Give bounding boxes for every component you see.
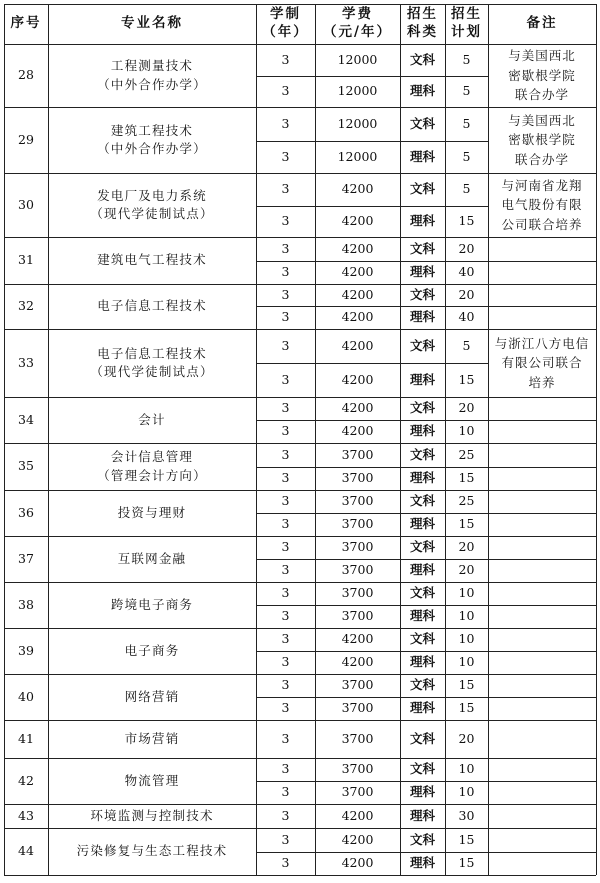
row-plan: 10	[458, 585, 475, 601]
row-plan: 20	[458, 730, 475, 746]
row-note: 与美国西北 密歇根学院 联合办学	[508, 112, 576, 167]
row-major-name: 物流管理	[124, 772, 180, 788]
row-plan: 15	[458, 213, 475, 229]
row-plan: 40	[458, 309, 475, 325]
note-sub-rule	[488, 781, 596, 782]
row-plan: 10	[458, 608, 475, 624]
row-plan: 20	[458, 286, 475, 302]
row-seq: 31	[18, 252, 34, 268]
row-years: 3	[281, 181, 290, 197]
row-seq: 34	[18, 411, 34, 427]
row-years: 3	[281, 855, 290, 871]
row-major-name: 会计信息管理 （管理会计方向）	[97, 449, 207, 483]
row-plan: 15	[458, 677, 475, 693]
row-plan: 5	[462, 181, 471, 197]
row-fee: 4200	[341, 309, 374, 325]
note-sub-rule	[488, 261, 596, 262]
row-kind: 理科	[409, 371, 435, 387]
note-sub-rule	[488, 513, 596, 514]
row-years: 3	[281, 654, 290, 670]
row-fee: 4200	[341, 371, 374, 387]
row-fee: 3700	[341, 516, 374, 532]
row-plan: 10	[458, 761, 475, 777]
row-kind: 理科	[409, 83, 435, 99]
row-plan: 20	[458, 400, 475, 416]
row-years: 3	[281, 730, 290, 746]
row-seq: 30	[18, 196, 34, 212]
header-major: 专业名称	[121, 15, 183, 32]
row-fee: 4200	[341, 240, 374, 256]
row-plan: 20	[458, 539, 475, 555]
row-fee: 4200	[341, 423, 374, 439]
row-fee: 3700	[341, 730, 374, 746]
row-kind: 理科	[409, 807, 435, 823]
row-years: 3	[281, 493, 290, 509]
row-fee: 3700	[341, 539, 374, 555]
row-plan: 5	[462, 83, 471, 99]
row-plan: 10	[458, 784, 475, 800]
header-seq: 序号	[10, 15, 42, 32]
row-major-name: 发电厂及电力系统 （现代学徒制试点）	[90, 187, 214, 221]
row-fee: 4200	[341, 654, 374, 670]
row-years: 3	[281, 562, 290, 578]
row-years: 3	[281, 240, 290, 256]
row-kind: 理科	[409, 855, 435, 871]
row-fee: 12000	[337, 51, 378, 67]
note-sub-rule	[488, 697, 596, 698]
row-years: 3	[281, 423, 290, 439]
row-years: 3	[281, 371, 290, 387]
row-seq: 29	[18, 131, 34, 147]
note-sub-rule	[488, 559, 596, 560]
row-fee: 4200	[341, 181, 374, 197]
row-kind: 文科	[409, 240, 435, 256]
row-kind: 理科	[409, 516, 435, 532]
row-kind: 文科	[409, 400, 435, 416]
row-years: 3	[281, 264, 290, 280]
row-plan: 20	[458, 240, 475, 256]
row-seq: 43	[18, 807, 34, 823]
table-border-bottom	[4, 875, 596, 876]
row-years: 3	[281, 400, 290, 416]
row-major-name: 网络营销	[124, 688, 180, 704]
row-fee: 3700	[341, 761, 374, 777]
row-major-name: 建筑工程技术 （中外合作办学）	[97, 122, 207, 156]
row-major-name: 工程测量技术 （中外合作办学）	[97, 58, 207, 92]
row-fee: 3700	[341, 562, 374, 578]
row-fee: 4200	[341, 807, 374, 823]
row-years: 3	[281, 784, 290, 800]
row-major-name: 污染修复与生态工程技术	[76, 843, 228, 859]
note-sub-rule	[488, 467, 596, 468]
row-fee: 4200	[341, 286, 374, 302]
row-fee: 4200	[341, 400, 374, 416]
row-kind: 文科	[409, 181, 435, 197]
row-fee: 12000	[337, 83, 378, 99]
row-kind: 文科	[409, 730, 435, 746]
row-years: 3	[281, 516, 290, 532]
row-kind: 文科	[409, 585, 435, 601]
row-plan: 5	[462, 148, 471, 164]
row-plan: 15	[458, 700, 475, 716]
row-seq: 33	[18, 354, 34, 370]
row-years: 3	[281, 115, 290, 131]
row-kind: 文科	[409, 831, 435, 847]
row-plan: 10	[458, 423, 475, 439]
row-fee: 3700	[341, 585, 374, 601]
row-years: 3	[281, 608, 290, 624]
row-seq: 39	[18, 642, 34, 658]
row-kind: 理科	[409, 562, 435, 578]
row-plan: 15	[458, 371, 475, 387]
row-kind: 理科	[409, 470, 435, 486]
row-plan: 25	[458, 446, 475, 462]
row-fee: 3700	[341, 784, 374, 800]
row-fee: 4200	[341, 831, 374, 847]
row-years: 3	[281, 677, 290, 693]
row-years: 3	[281, 470, 290, 486]
row-years: 3	[281, 337, 290, 353]
row-years: 3	[281, 286, 290, 302]
row-kind: 文科	[409, 446, 435, 462]
row-major-name: 投资与理财	[117, 504, 187, 520]
row-fee: 4200	[341, 337, 374, 353]
row-plan: 5	[462, 337, 471, 353]
row-kind: 理科	[409, 264, 435, 280]
row-years: 3	[281, 213, 290, 229]
row-fee: 4200	[341, 855, 374, 871]
row-seq: 35	[18, 458, 34, 474]
row-years: 3	[281, 148, 290, 164]
row-fee: 3700	[341, 677, 374, 693]
row-plan: 15	[458, 855, 475, 871]
row-years: 3	[281, 631, 290, 647]
row-fee: 3700	[341, 493, 374, 509]
row-note	[488, 804, 596, 828]
row-seq: 36	[18, 504, 34, 520]
note-sub-rule	[488, 852, 596, 853]
row-major-name: 电子商务	[124, 642, 180, 658]
note-sub-rule	[488, 306, 596, 307]
column-rule	[596, 4, 597, 875]
row-major-name: 建筑电气工程技术	[97, 252, 207, 268]
row-kind: 文科	[409, 677, 435, 693]
row-kind: 理科	[409, 309, 435, 325]
row-major-name: 电子信息工程技术	[97, 298, 207, 314]
row-seq: 37	[18, 550, 34, 566]
note-sub-rule	[488, 420, 596, 421]
row-plan: 15	[458, 831, 475, 847]
row-fee: 3700	[341, 446, 374, 462]
row-plan: 20	[458, 562, 475, 578]
row-plan: 5	[462, 51, 471, 67]
row-seq: 38	[18, 596, 34, 612]
row-kind: 文科	[409, 631, 435, 647]
row-years: 3	[281, 309, 290, 325]
row-note: 与美国西北 密歇根学院 联合办学	[508, 48, 576, 103]
header-kind: 招生 科类	[407, 6, 438, 40]
row-plan: 10	[458, 631, 475, 647]
row-years: 3	[281, 761, 290, 777]
row-major-name: 市场营销	[124, 730, 180, 746]
row-seq: 44	[18, 843, 34, 859]
header-plan: 招生 计划	[451, 6, 482, 40]
row-note	[488, 720, 596, 758]
row-years: 3	[281, 446, 290, 462]
row-kind: 理科	[409, 213, 435, 229]
row-seq: 32	[18, 298, 34, 314]
row-fee: 4200	[341, 213, 374, 229]
row-kind: 文科	[409, 286, 435, 302]
header-note: 备注	[526, 15, 558, 32]
row-seq: 40	[18, 688, 34, 704]
row-plan: 15	[458, 470, 475, 486]
row-kind: 理科	[409, 608, 435, 624]
table-border-top	[4, 4, 596, 5]
row-years: 3	[281, 700, 290, 716]
row-major-name: 互联网金融	[117, 550, 187, 566]
row-years: 3	[281, 831, 290, 847]
row-seq: 42	[18, 772, 34, 788]
note-sub-rule	[488, 651, 596, 652]
row-fee: 12000	[337, 115, 378, 131]
row-plan: 30	[458, 807, 475, 823]
row-kind: 理科	[409, 654, 435, 670]
row-major-name: 环境监测与控制技术	[90, 807, 214, 823]
row-kind: 文科	[409, 115, 435, 131]
row-kind: 理科	[409, 700, 435, 716]
row-kind: 文科	[409, 493, 435, 509]
header-years: 学制 （年）	[262, 6, 309, 40]
row-kind: 文科	[409, 761, 435, 777]
row-fee: 3700	[341, 700, 374, 716]
row-plan: 15	[458, 516, 475, 532]
row-major-name: 电子信息工程技术 （现代学徒制试点）	[90, 345, 214, 379]
row-kind: 理科	[409, 784, 435, 800]
row-note: 与浙江八方电信 有限公司联合 培养	[494, 335, 590, 390]
row-plan: 10	[458, 654, 475, 670]
row-fee: 3700	[341, 470, 374, 486]
row-major-name: 会计	[138, 411, 166, 427]
row-seq: 41	[18, 730, 34, 746]
row-fee: 3700	[341, 608, 374, 624]
row-plan: 5	[462, 115, 471, 131]
row-kind: 理科	[409, 148, 435, 164]
row-years: 3	[281, 51, 290, 67]
row-fee: 4200	[341, 264, 374, 280]
row-plan: 40	[458, 264, 475, 280]
row-kind: 文科	[409, 539, 435, 555]
row-years: 3	[281, 83, 290, 99]
row-years: 3	[281, 807, 290, 823]
row-kind: 理科	[409, 423, 435, 439]
row-years: 3	[281, 539, 290, 555]
row-fee: 12000	[337, 148, 378, 164]
row-years: 3	[281, 585, 290, 601]
row-fee: 4200	[341, 631, 374, 647]
row-major-name: 跨境电子商务	[110, 596, 194, 612]
header-fee: 学费 （元/年）	[323, 6, 392, 40]
row-kind: 文科	[409, 337, 435, 353]
note-sub-rule	[488, 605, 596, 606]
row-plan: 25	[458, 493, 475, 509]
row-kind: 文科	[409, 51, 435, 67]
row-note: 与河南省龙翔 电气股份有限 公司联合培养	[501, 177, 583, 232]
row-seq: 28	[18, 67, 34, 83]
